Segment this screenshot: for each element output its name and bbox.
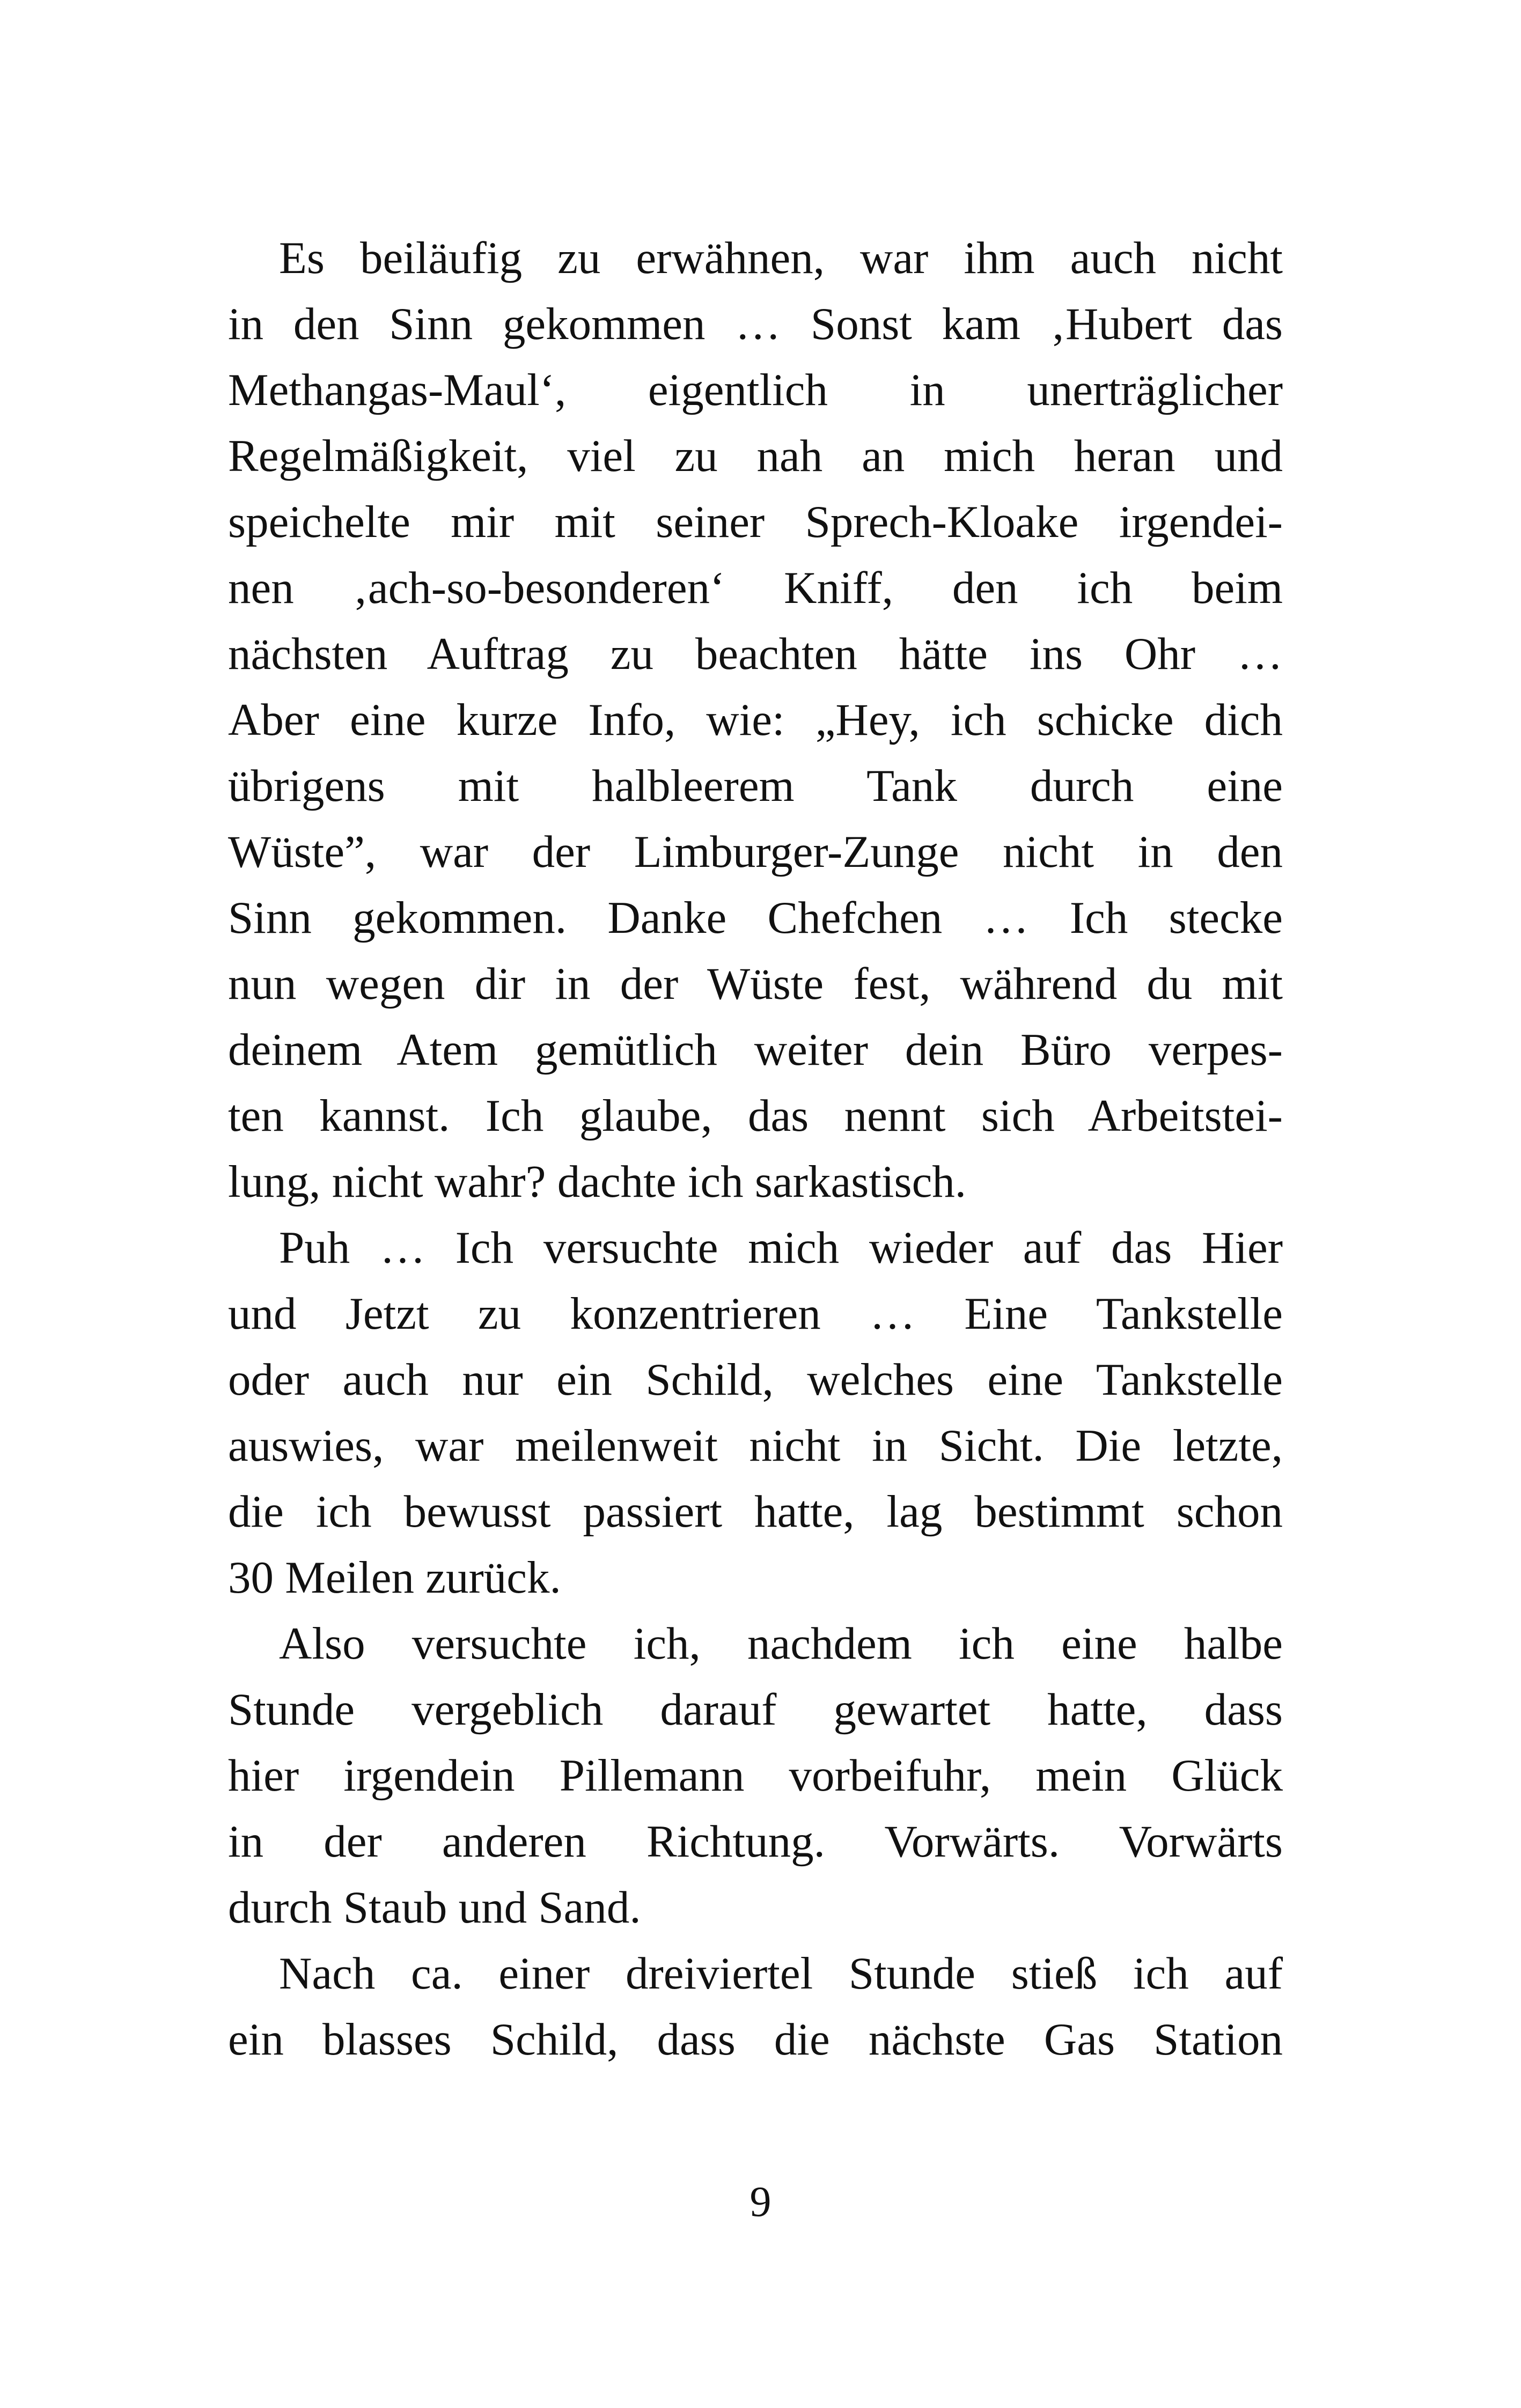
text-line: durch Staub und Sand.: [228, 1882, 641, 1933]
text-line: Sinn gekommen. Danke Chefchen … Ich stecke: [228, 893, 1283, 943]
text-line: nächsten Auftrag zu beachten hätte ins Ohr …: [228, 629, 1283, 679]
text-line: deinem Atem gemütlich weiter dein Büro verpes-: [228, 1025, 1283, 1075]
text-line: Methangas-Maul‘, eigentlich in unerträglicher: [228, 365, 1283, 415]
text-line: übrigens mit halbleerem Tank durch eine: [228, 761, 1283, 811]
text-line: lung, nicht wahr? dachte ich sarkastisch.: [228, 1157, 967, 1207]
body-text: [228, 225, 1283, 2073]
text-line: ein blasses Schild, dass die nächste Gas Station: [228, 2014, 1283, 2065]
text-line: Puh … Ich versuchte mich wieder auf das Hier: [279, 1223, 1283, 1273]
text-line: Nach ca. einer dreiviertel Stunde stieß ich auf: [279, 1948, 1283, 1999]
text-line: speichelte mir mit seiner Sprech-Kloake irgendei-: [228, 497, 1283, 547]
text-line: nen ‚ach-so-besonderen‘ Kniff, den ich beim: [228, 563, 1283, 613]
text-line: 30 Meilen zurück.: [228, 1552, 561, 1603]
text-line: Aber eine kurze Info, wie: „Hey, ich schicke dich: [228, 695, 1283, 745]
text-line: die ich bewusst passiert hatte, lag bestimmt schon: [228, 1486, 1283, 1537]
text-line: ten kannst. Ich glaube, das nennt sich Arbeitstei-: [228, 1091, 1283, 1141]
text-line: Also versuchte ich, nachdem ich eine halbe: [279, 1618, 1283, 1669]
text-line: Regelmäßigkeit, viel zu nah an mich heran und: [228, 431, 1283, 481]
text-line: Es beiläufig zu erwähnen, war ihm auch nicht: [279, 233, 1283, 283]
text-line: in den Sinn gekommen … Sonst kam ‚Hubert das: [228, 299, 1283, 349]
text-line: oder auch nur ein Schild, welches eine Tankstelle: [228, 1354, 1283, 1405]
text-line: auswies, war meilenweit nicht in Sicht. Die letzte,: [228, 1420, 1283, 1471]
text-line: in der anderen Richtung. Vorwärts. Vorwärts: [228, 1816, 1283, 1867]
text-line: nun wegen dir in der Wüste fest, während du mit: [228, 959, 1283, 1009]
text-line: Stunde vergeblich darauf gewartet hatte, dass: [228, 1684, 1283, 1735]
text-line: Wüste”, war der Limburger-Zunge nicht in den: [228, 827, 1283, 877]
page-number: 9: [750, 2178, 771, 2226]
text-line: und Jetzt zu konzentrieren … Eine Tankstelle: [228, 1288, 1283, 1339]
text-line: hier irgendein Pillemann vorbeifuhr, mein Glück: [228, 1750, 1283, 1801]
